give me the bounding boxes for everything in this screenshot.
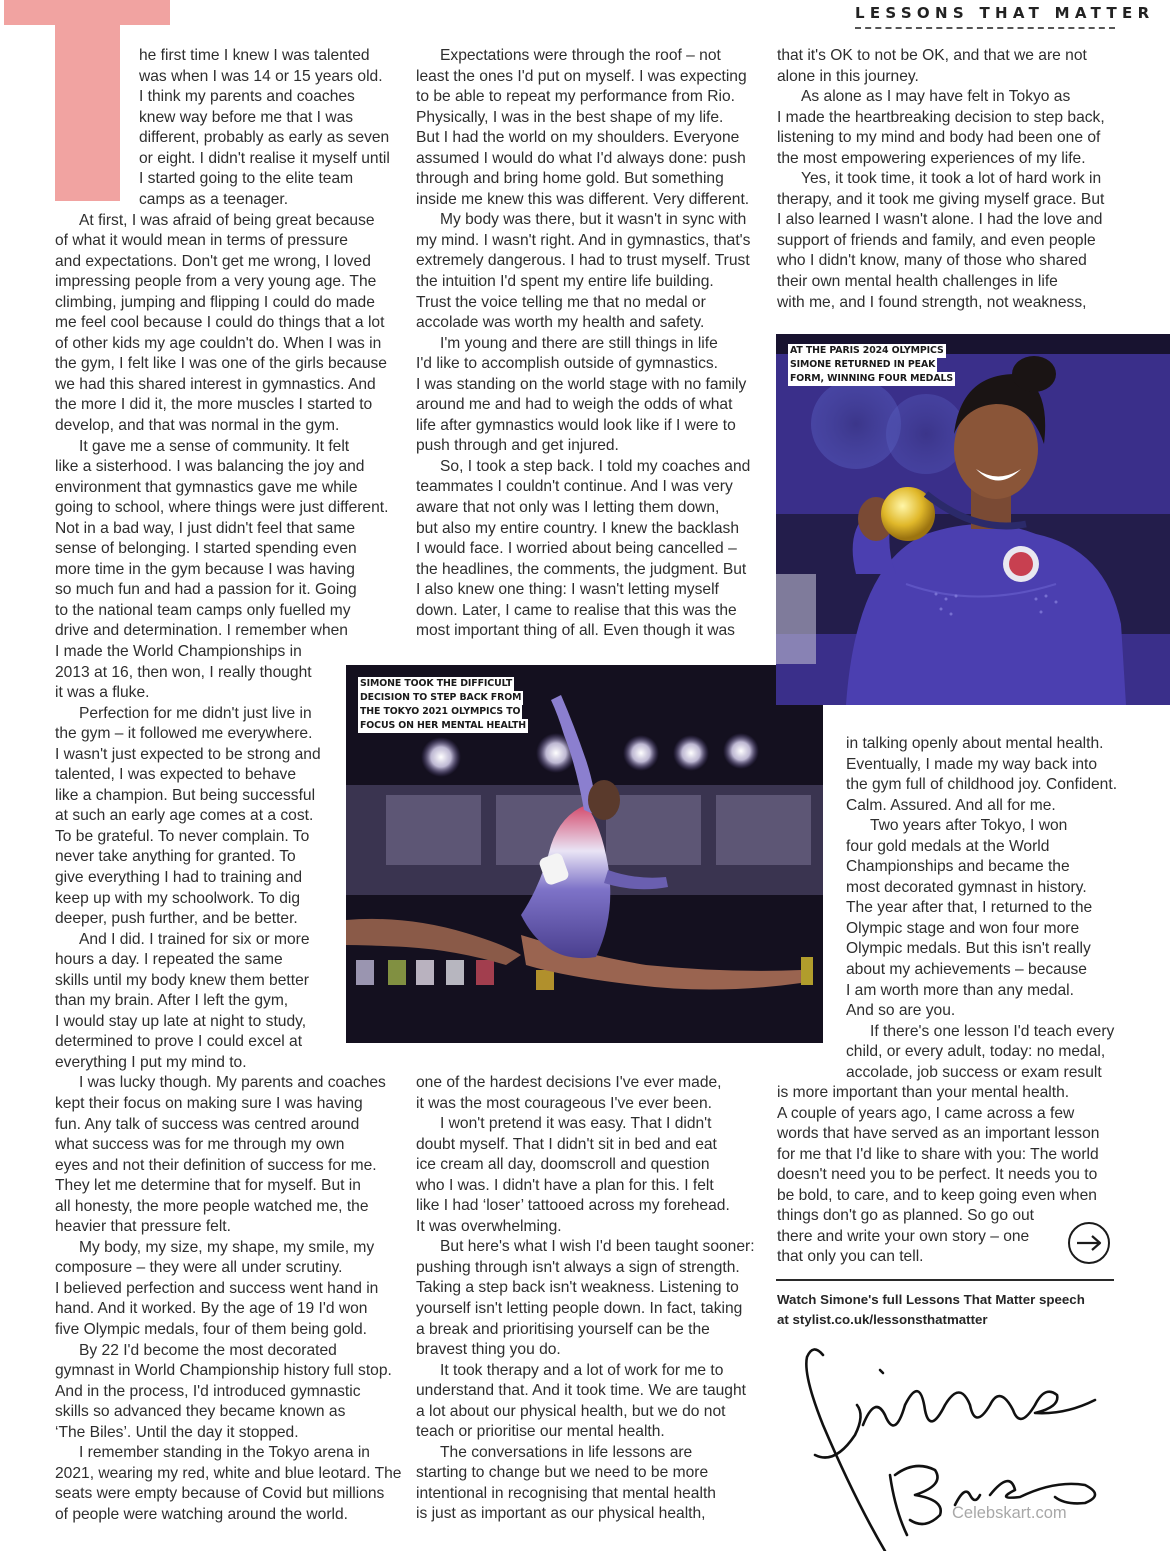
- article-line: listening to my mind and body had been one of: [777, 129, 1101, 147]
- article-line: with me, and I found strength, not weakness,: [777, 293, 1087, 311]
- article-line: It took therapy and a lot of work for me to: [440, 1361, 724, 1379]
- article-line: or eight. I didn't realise it myself until: [139, 149, 390, 167]
- article-line: of other kids my age couldn't do. When I was in: [55, 334, 382, 352]
- article-line: hand. And it worked. By the age of 19 I'd won: [55, 1300, 368, 1318]
- article-line: their own mental health challenges in life: [777, 273, 1058, 291]
- article-line: life after gymnastics would look like if I were to: [416, 416, 736, 434]
- article-line: I think my parents and coaches: [139, 88, 355, 106]
- caption-line: AT THE PARIS 2024 OLYMPICS: [790, 345, 944, 356]
- article-line: it was the most courageous I've ever been.: [416, 1094, 712, 1112]
- article-line: I made the heartbreaking decision to step back,: [777, 108, 1105, 126]
- article-line: who I didn't know, many of those who shared: [777, 252, 1087, 270]
- article-line: Calm. Assured. And all for me.: [846, 796, 1056, 814]
- article-line: the gym full of childhood joy. Confident.: [846, 776, 1118, 794]
- article-line: starting to change but we need to be more: [416, 1464, 709, 1482]
- paris-photo: [776, 334, 1170, 705]
- article-line: so much fun and had a passion for it. Going: [55, 581, 357, 599]
- article-line: I would face. I worried about being cancelled –: [416, 540, 737, 558]
- article-line: that it's OK to not be OK, and that we are not: [777, 47, 1087, 64]
- article-column-2-bottom: [416, 1073, 755, 1525]
- article-line: than my brain. After I left the gym,: [55, 992, 289, 1010]
- next-page-button[interactable]: [1068, 1222, 1110, 1264]
- article-line: everything I put my mind to.: [55, 1053, 247, 1071]
- article-line: kept their focus on making sure I was having: [55, 1095, 363, 1113]
- article-line: push through and get injured.: [416, 437, 619, 455]
- article-line: is just as important as our physical health,: [416, 1505, 706, 1523]
- article-line: pushing through isn't always a sign of strength.: [416, 1258, 740, 1276]
- paris-photo-illustration: [776, 334, 1170, 705]
- article-line: give everything I had to training and: [55, 869, 303, 886]
- article-line: ‘The Biles’. Until the day it stopped.: [55, 1423, 299, 1441]
- article-line: most decorated gymnast in history.: [846, 878, 1087, 896]
- article-line: the more I did it, the more muscles I started to: [55, 396, 373, 414]
- article-line: inside me knew this was different. Very different.: [416, 190, 750, 208]
- article-line: to the national team camps only fuelled my: [55, 601, 351, 619]
- article-line: therapy, and it took me giving myself grace. But: [777, 190, 1105, 208]
- article-line: through and bring home gold. But something: [416, 170, 724, 188]
- article-line: And in the process, I'd introduced gymnastic: [55, 1382, 361, 1400]
- article-line: They let me determine that for myself. But in: [55, 1177, 361, 1195]
- article-line: alone in this journey.: [777, 67, 919, 85]
- speech-cta: [777, 1290, 1085, 1330]
- article-line: least the ones I'd put on myself. I was expecting: [416, 67, 747, 85]
- article-line: camps as a teenager.: [139, 190, 289, 208]
- article-line: at such an early age comes at a cost.: [55, 807, 314, 825]
- article-line: I'd like to accomplish outside of gymnastics.: [416, 355, 718, 373]
- article-line: composure – they were all under scrutiny.: [55, 1259, 343, 1277]
- article-line: the gym, I felt like I was one of the girls because: [55, 355, 387, 373]
- caption-line: FOCUS ON HER MENTAL HEALTH: [360, 720, 527, 731]
- article-line: impressing people from a very young age. The: [55, 273, 377, 291]
- article-line: environment that gymnastics gave me while: [55, 478, 358, 496]
- article-line: teach or prioritise our mental health.: [416, 1423, 665, 1441]
- article-line: bravest thing you do.: [416, 1341, 561, 1359]
- article-column-1-intro: [139, 46, 390, 210]
- article-line: I am worth more than any medal.: [846, 981, 1074, 999]
- article-line: climbing, jumping and flipping I could do made: [55, 293, 375, 311]
- article-line: Championships and became the: [846, 858, 1070, 876]
- article-line: for me that I'd like to share with you: The world: [777, 1145, 1099, 1163]
- article-line: extremely dangerous. I had to trust myself. Trust: [416, 252, 750, 270]
- article-line: If there's one lesson I'd teach every: [870, 1022, 1115, 1040]
- article-line: never take anything for granted. To: [55, 848, 296, 866]
- article-line: The year after that, I returned to the: [846, 899, 1093, 917]
- caption-line: SIMONE RETURNED IN PEAK: [790, 359, 936, 370]
- article-line: words that have served as an important lesson: [777, 1125, 1100, 1143]
- article-line: yourself isn't letting people down. In fact, taking: [416, 1300, 743, 1318]
- caption-line: THE TOKYO 2021 OLYMPICS TO: [360, 706, 521, 717]
- article-line: down. Later, I came to realise that this was the: [416, 601, 737, 619]
- article-line: but also my entire country. I knew the backlash: [416, 519, 740, 537]
- article-line: As alone as I may have felt in Tokyo as: [801, 88, 1071, 106]
- article-line: It gave me a sense of community. It felt: [79, 437, 350, 455]
- article-line: child, or every adult, today: no medal,: [846, 1043, 1106, 1061]
- article-line: around me and had to weigh the odds of what: [416, 396, 733, 414]
- drop-cap-bar: [4, 0, 170, 25]
- tokyo-photo-caption: [358, 677, 528, 733]
- article-line: accolade was worth my health and safety.: [416, 314, 705, 332]
- article-line: assumed I would do what I'd always done: push: [416, 149, 746, 167]
- article-line: skills until my body knew them better: [55, 971, 309, 989]
- article-line: fun. Any talk of success was centred around: [55, 1115, 360, 1133]
- article-line: of what it would mean in terms of pressure: [55, 232, 348, 250]
- article-line: of people were watching around the world.: [55, 1505, 348, 1523]
- article-line: what success was for me through my own: [55, 1136, 345, 1154]
- article-line: who I was. I didn't have a plan for this. I felt: [416, 1176, 714, 1194]
- article-column-3-top: [777, 46, 1105, 313]
- article-line: heavier that pressure felt.: [55, 1218, 231, 1236]
- article-line: keep up with my schoolwork. To dig: [55, 889, 300, 907]
- article-line: support of friends and family, and even people: [777, 231, 1096, 249]
- article-line: I remember standing in the Tokyo arena in: [79, 1444, 370, 1462]
- article-line: one of the hardest decisions I've ever made,: [416, 1074, 722, 1091]
- article-line: Physically, I was in the best shape of my life.: [416, 108, 724, 126]
- article-line: five Olympic medals, four of them being gold.: [55, 1321, 368, 1339]
- article-line: ice cream all day, doomscroll and question: [416, 1156, 710, 1174]
- article-line: be bold, to care, and to keep going even when: [777, 1186, 1097, 1204]
- article-line: I wasn't just expected to be strong and: [55, 745, 321, 763]
- article-line: a lot about our physical health, but we do not: [416, 1402, 726, 1420]
- article-line: By 22 I'd become the most decorated: [79, 1341, 337, 1359]
- speech-cta-link[interactable]: at stylist.co.uk/lessonsthatmatter: [777, 1312, 988, 1327]
- article-line: to be able to repeat my performance from Rio.: [416, 88, 735, 106]
- footer-divider: [776, 1279, 1114, 1281]
- article-line: Olympic stage and won four more: [846, 919, 1080, 937]
- tokyo-photo: [346, 665, 823, 1043]
- article-line: is more important than your mental health.: [777, 1084, 1070, 1101]
- article-line: most important thing of all. Even though it was: [416, 622, 735, 640]
- article-line: aware that not only was I letting them down,: [416, 499, 720, 517]
- article-line: Perfection for me didn't just live in: [79, 704, 312, 722]
- article-line: I was standing on the world stage with no family: [416, 375, 747, 393]
- article-line: determined to prove I could excel at: [55, 1033, 303, 1051]
- article-line: four gold medals at the World: [846, 837, 1050, 855]
- caption-line: SIMONE TOOK THE DIFFICULT: [360, 678, 513, 689]
- article-line: develop, and that was normal in the gym.: [55, 416, 340, 434]
- article-line: and expectations. Don't get me wrong, I loved: [55, 252, 371, 270]
- article-line: I also learned I wasn't alone. I had the love and: [777, 211, 1103, 229]
- article-line: Trust the voice telling me that no medal or: [416, 293, 706, 311]
- article-line: Expectations were through the roof – not: [440, 47, 721, 64]
- article-line: that only you can tell.: [777, 1248, 924, 1266]
- article-column-2-top: [416, 46, 750, 642]
- article-line: there and write your own story – one: [777, 1227, 1030, 1245]
- article-line: So, I took a step back. I told my coaches and: [440, 457, 751, 475]
- article-line: At first, I was afraid of being great because: [79, 211, 375, 229]
- article-line: doubt myself. That I didn't sit in bed and eat: [416, 1135, 717, 1153]
- article-line: the intuition I'd spent my entire life building.: [416, 273, 714, 291]
- article-line: we had this shared interest in gymnastics. And: [55, 375, 376, 393]
- article-line: I won't pretend it was easy. That I didn't: [440, 1115, 712, 1133]
- caption-line: FORM, WINNING FOUR MEDALS: [790, 373, 954, 384]
- article-line: 2021, wearing my red, white and blue leotard. The: [55, 1464, 402, 1482]
- article-line: To be grateful. To never complain. To: [55, 827, 310, 845]
- article-line: me feel cool because I could do things that a lot: [55, 314, 385, 332]
- article-line: seats were empty because of Covid but millions: [55, 1485, 385, 1503]
- article-line: Taking a step back isn't weakness. Listening to: [416, 1279, 739, 1297]
- article-line: The conversations in life lessons are: [440, 1443, 693, 1461]
- article-line: I believed perfection and success went hand in: [55, 1279, 379, 1297]
- article-line: My body was there, but it wasn't in sync with: [440, 211, 747, 229]
- article-line: like I had ‘loser’ tattooed across my forehead.: [416, 1197, 730, 1215]
- arrow-right-icon: [1076, 1234, 1102, 1252]
- article-line: I made the World Championships in: [55, 642, 302, 660]
- watermark: Celebskart.com: [952, 1504, 1067, 1522]
- article-line: Not in a bad way, I just didn't feel that same: [55, 519, 355, 537]
- article-line: skills so advanced they became known as: [55, 1403, 346, 1421]
- article-line: 2013 at 16, then won, I really thought: [55, 663, 312, 681]
- speech-cta-line-1: Watch Simone's full Lessons That Matter speech: [777, 1292, 1085, 1307]
- article-line: drive and determination. I remember when: [55, 622, 348, 640]
- article-line: eyes and not their definition of success for me.: [55, 1156, 377, 1174]
- article-line: the most empowering experiences of my life.: [777, 149, 1086, 167]
- article-column-3-bottom: [777, 1083, 1099, 1268]
- article-line: Olympic medals. But this isn't really: [846, 940, 1091, 958]
- article-line: it was a fluke.: [55, 684, 150, 702]
- article-line: doesn't need you to be perfect. It needs you to: [777, 1166, 1098, 1184]
- article-line: I was lucky though. My parents and coaches: [79, 1074, 386, 1092]
- article-line: gymnast in World Championship history full stop.: [55, 1362, 392, 1380]
- article-line: Yes, it took time, it took a lot of hard work in: [801, 170, 1102, 188]
- article-line: A couple of years ago, I came across a few: [777, 1104, 1075, 1122]
- section-title: LESSONS THAT MATTER: [855, 4, 1155, 22]
- article-line: hours a day. I repeated the same: [55, 951, 283, 969]
- article-line: Two years after Tokyo, I won: [870, 817, 1068, 835]
- article-line: a break and prioritising yourself can be the: [416, 1320, 710, 1338]
- article-line: And so are you.: [846, 1002, 956, 1020]
- article-line: knew way before me that I was: [139, 108, 354, 126]
- article-line: in talking openly about mental health.: [846, 735, 1104, 752]
- article-line: things don't go as planned. So go out: [777, 1207, 1035, 1225]
- article-line: teammates I couldn't continue. And I was very: [416, 478, 733, 496]
- article-line: more time in the gym because I was having: [55, 560, 355, 578]
- article-line: all honesty, the more people watched me, the: [55, 1197, 369, 1215]
- article-line: about my achievements – because: [846, 961, 1087, 979]
- article-line: Eventually, I made my way back into: [846, 755, 1098, 773]
- article-line: talented, I was expected to behave: [55, 766, 297, 784]
- caption-line: DECISION TO STEP BACK FROM: [360, 692, 522, 703]
- article-line: And I did. I trained for six or more: [79, 930, 310, 948]
- article-line: understand that. And it took time. We are taught: [416, 1382, 746, 1400]
- section-divider: [855, 27, 1115, 29]
- article-line: I'm young and there are still things in life: [440, 334, 718, 352]
- article-line: like a champion. But being successful: [55, 786, 316, 804]
- article-line: It was overwhelming.: [416, 1217, 562, 1235]
- article-line: But I had the world on my shoulders. Everyone: [416, 129, 740, 147]
- article-line: intentional in recognising that mental health: [416, 1484, 716, 1502]
- article-line: sense of belonging. I started spending even: [55, 540, 357, 558]
- article-column-3-middle: [846, 734, 1117, 1083]
- article-line: accolade, job success or exam result: [846, 1063, 1102, 1081]
- drop-cap-stem: [55, 25, 120, 201]
- article-line: my mind. I wasn't right. And in gymnastics, that's: [416, 231, 751, 249]
- article-line: different, probably as early as seven: [139, 129, 390, 147]
- article-line: the gym – it followed me everywhere.: [55, 725, 313, 743]
- article-line: I started going to the elite team: [139, 170, 354, 188]
- article-line: like a sisterhood. I was balancing the joy and: [55, 458, 365, 476]
- article-line: My body, my size, my shape, my smile, my: [79, 1238, 375, 1256]
- article-line: the headlines, the comments, the judgment. But: [416, 560, 747, 578]
- paris-photo-caption: [788, 344, 955, 386]
- article-line: deeper, push further, and be better.: [55, 910, 298, 928]
- article-line: I would stay up late at night to study,: [55, 1012, 307, 1030]
- article-line: was when I was 14 or 15 years old.: [139, 67, 383, 85]
- drop-cap-letter: [0, 0, 150, 202]
- article-line: I also knew one thing: I wasn't letting myself: [416, 581, 719, 599]
- article-line: But here's what I wish I'd been taught sooner:: [440, 1238, 755, 1256]
- article-line: he first time I knew I was talented: [139, 47, 370, 64]
- article-line: going to school, where things were just different.: [55, 499, 389, 517]
